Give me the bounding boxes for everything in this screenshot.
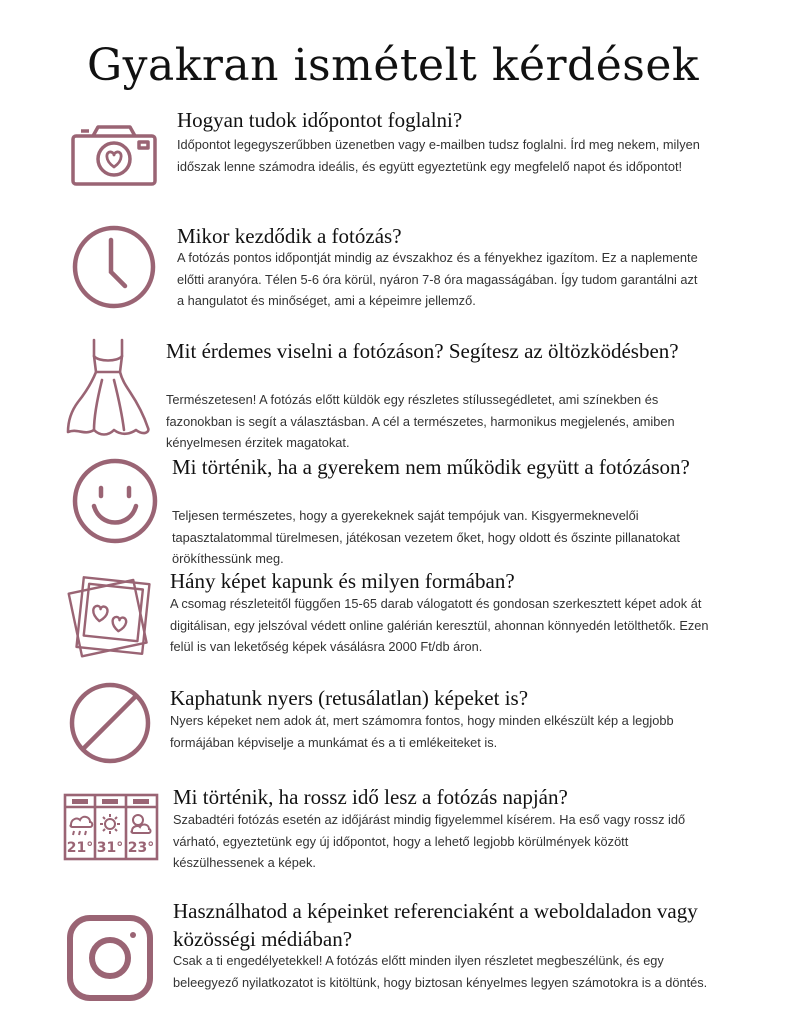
faq-question: Mi történik, ha rossz idő lesz a fotózás napján? <box>173 785 568 809</box>
faq-answer: A fotózás pontos időpontját mindig az évszakhoz és a fényekhez igazítom. Ez a naplemente előtti aranyóra. Télen 5-6 óra körül, nyáron 7-8 óra magasságában. Így tudom garantálni azt a hangulatot és minőséget, ami a képeimre jellemző. <box>177 250 698 308</box>
weather-temp-2: 31° <box>96 840 124 856</box>
faq-answer: Nyers képeket nem adok át, mert számomra fontos, hogy minden elkészült kép a legjobb formájában képviselje a munkámat és a ti emlékeiteket is. <box>170 713 674 750</box>
dress-icon <box>64 336 152 438</box>
faq-answer: Időpontot legegyszerűbben üzenetben vagy e-mailben tudsz foglalni. Írd meg nekem, milyen időszak lenne számodra ideális, és együtt egyeztetünk egy megfelelő napot és időpontot! <box>177 137 700 174</box>
faq-answer: A csomag részleteitől függően 15-65 darab válogatott és gondosan szerkesztett képet adok át digitálisan, egy jelszóval védett online galérián keresztül, ahonnan könnyedén letölthetők. Ezen felül is van leketőség képek vásálásra 2000 Ft/db áron. <box>170 596 709 654</box>
smiley-icon <box>70 456 160 546</box>
faq-answer: Természetesen! A fotózás előtt küldök egy részletes stílussegédletet, ami színekben és fazonokban is segít a választásban. A cél a természetes, harmonikus megjelenés, amiben kényelmesen érzitek magatokat. <box>166 392 675 450</box>
faq-question: Kaphatunk nyers (retusálatlan) képeket is? <box>170 686 529 710</box>
clock-icon <box>71 224 157 310</box>
faq-answer: Szabadtéri fotózás esetén az időjárást mindig figyelemmel kísérem. Ha eső vagy rossz idő várható, egyeztetünk egy új időpontot, hogy a lehető legjobb körülmények között készülhessenek a képek. <box>173 812 686 870</box>
faq-question: Hány képet kapunk és milyen formában? <box>170 569 515 593</box>
instagram-icon <box>66 914 154 1002</box>
faq-answer: Teljesen természetes, hogy a gyerekeknek saját tempójuk van. Kisgyermeknevelői tapasztalatommal türelmesen, játékosan vezetem őket, hogy oldott és őszinte pillanatokat örökíthessünk meg. <box>172 508 680 566</box>
prohibited-icon <box>68 681 152 765</box>
weather-temp-1: 21° <box>66 840 94 856</box>
weather-calendar-icon <box>63 789 159 861</box>
faq-question: Mit érdemes viselni a fotózáson? Segítesz az öltözködésben? <box>166 339 679 363</box>
page-title: Gyakran ismételt kérdések <box>86 40 700 91</box>
photos-heart-icon <box>62 570 154 660</box>
camera-heart-icon <box>71 124 157 186</box>
faq-question: Mikor kezdődik a fotózás? <box>177 224 402 248</box>
faq-question: Mi történik, ha a gyerekem nem működik együtt a fotózáson? <box>172 455 690 479</box>
weather-temp-3: 23° <box>127 840 155 856</box>
faq-answer: Csak a ti engedélyetekkel! A fotózás előtt minden ilyen részletet megbeszélünk, és egy beleegyező nyilatkozatot is kitöltünk, hogy biztosan kényelmes legyen számotokra is a döntés. <box>173 953 708 990</box>
faq-question: Hogyan tudok időpontot foglalni? <box>177 108 463 132</box>
faq-question: Használhatod a képeinket referenciaként a weboldaladon vagy közösségi médiában? <box>173 899 698 951</box>
